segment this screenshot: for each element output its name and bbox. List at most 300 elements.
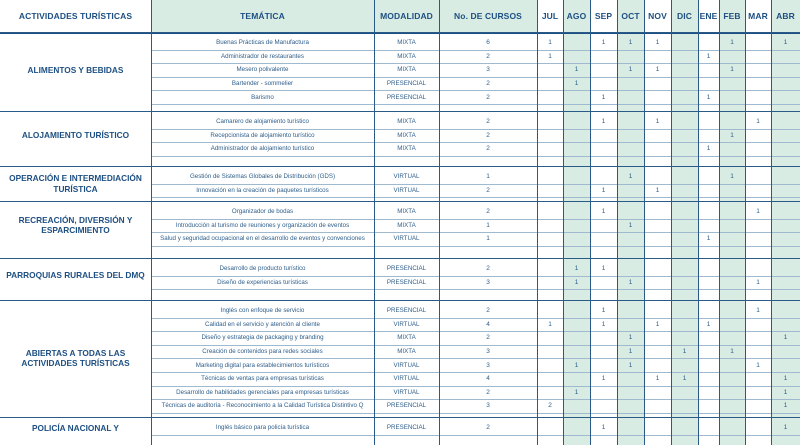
cursos-cell: 2 — [486, 186, 490, 194]
month-cell: 1 — [655, 375, 660, 383]
month-cell — [537, 115, 563, 129]
month-cell — [617, 262, 644, 276]
category-label: OPERACIÓN E INTERMEDIACIÓN TURÍSTICA — [9, 173, 142, 194]
column-divider — [537, 0, 538, 445]
month-cell — [617, 90, 644, 104]
cursos-cell: 2 — [486, 131, 490, 139]
month-cell: 1 — [628, 221, 633, 229]
tematica-cell: Organizador de bodas — [231, 208, 294, 216]
cursos-cell: 2 — [486, 145, 490, 153]
header-month-oct: OCT — [621, 11, 640, 21]
month-cell: 1 — [682, 375, 687, 383]
month-cell — [771, 205, 800, 219]
month-cell — [563, 90, 590, 104]
month-cell — [563, 421, 590, 435]
month-cell: 1 — [783, 375, 788, 383]
cursos-cell: 2 — [486, 388, 490, 396]
month-cell — [644, 358, 671, 372]
month-cell — [671, 142, 698, 156]
month-cell — [719, 184, 745, 198]
month-cell: 1 — [783, 424, 788, 432]
month-cell — [745, 129, 771, 143]
month-cell — [644, 399, 671, 413]
row-divider — [151, 246, 800, 247]
month-cell: 1 — [548, 320, 552, 328]
month-cell: 1 — [601, 424, 606, 432]
month-cell — [644, 129, 671, 143]
column-divider — [374, 0, 375, 445]
month-cell — [771, 219, 800, 233]
month-cell — [745, 184, 771, 198]
cursos-cell: 6 — [486, 39, 490, 47]
month-cell — [537, 304, 563, 318]
month-cell — [617, 304, 644, 318]
category-label: ALIMENTOS Y BEBIDAS — [27, 64, 124, 75]
month-cell — [590, 331, 617, 345]
month-cell — [563, 129, 590, 143]
tematica-cell: Diseño y estrategia de packaging y branding — [201, 334, 324, 342]
month-cell — [644, 276, 671, 290]
month-cell: 1 — [574, 80, 579, 88]
cursos-cell: 2 — [486, 93, 490, 101]
month-cell: 1 — [706, 145, 711, 153]
month-cell — [617, 318, 644, 332]
month-cell — [617, 232, 644, 246]
header-modalidad: MODALIDAD — [380, 11, 433, 21]
cursos-cell: 3 — [486, 361, 490, 369]
tematica-cell: Administrador de restaurantes — [221, 52, 304, 60]
month-cell — [590, 358, 617, 372]
month-cell — [671, 63, 698, 77]
month-cell — [563, 50, 590, 64]
month-cell — [563, 115, 590, 129]
month-cell — [671, 276, 698, 290]
tematica-cell: Administrador de alojamiento turístico — [210, 145, 315, 153]
modalidad-cell: PRESENCIAL — [386, 80, 427, 88]
month-cell — [671, 262, 698, 276]
month-cell — [719, 262, 745, 276]
month-cell — [644, 386, 671, 400]
month-cell — [590, 129, 617, 143]
column-divider — [745, 0, 746, 445]
row-divider — [151, 435, 800, 436]
month-cell — [617, 386, 644, 400]
month-cell: 1 — [628, 66, 633, 74]
tematica-cell: Introducción al turismo de reuniones y organización de eventos — [175, 221, 350, 229]
cursos-cell: 1 — [486, 221, 490, 229]
month-cell — [719, 358, 745, 372]
month-cell — [644, 219, 671, 233]
month-cell — [745, 421, 771, 435]
month-cell — [537, 129, 563, 143]
month-cell — [698, 276, 719, 290]
cursos-cell: 2 — [486, 424, 490, 432]
month-cell — [771, 262, 800, 276]
month-cell: 1 — [574, 361, 579, 369]
tematica-cell: Mesero polivalente — [236, 66, 289, 74]
month-cell — [719, 50, 745, 64]
month-cell — [698, 36, 719, 50]
month-cell — [671, 170, 698, 184]
month-cell — [563, 205, 590, 219]
tematica-cell: Desarrollo de habilidades gerenciales para empresas turísticas — [176, 388, 349, 396]
month-cell: 1 — [574, 66, 579, 74]
month-cell — [563, 345, 590, 359]
month-cell: 1 — [655, 186, 660, 194]
month-cell — [771, 90, 800, 104]
month-cell — [698, 219, 719, 233]
header-month-dic: DIC — [677, 11, 692, 21]
month-cell: 1 — [628, 361, 633, 369]
header-month-nov: NOV — [648, 11, 667, 21]
month-cell: 1 — [655, 118, 660, 126]
month-cell — [537, 142, 563, 156]
month-cell: 1 — [628, 278, 633, 286]
cursos-cell: 3 — [486, 348, 490, 356]
month-cell: 1 — [730, 39, 734, 47]
modalidad-cell: VIRTUAL — [393, 388, 420, 396]
month-cell — [537, 232, 563, 246]
modalidad-cell: PRESENCIAL — [386, 424, 427, 432]
month-cell — [644, 232, 671, 246]
month-cell — [671, 386, 698, 400]
column-divider — [439, 0, 440, 445]
month-cell — [745, 142, 771, 156]
month-cell — [771, 77, 800, 91]
month-cell: 1 — [574, 278, 579, 286]
modalidad-cell: MIXTA — [397, 348, 416, 356]
month-cell — [537, 331, 563, 345]
month-cell — [745, 170, 771, 184]
month-cell — [698, 372, 719, 386]
month-cell — [745, 232, 771, 246]
category-label: RECREACIÓN, DIVERSIÓN Y ESPARCIMIENTO — [18, 215, 133, 236]
tematica-cell: Calidad en el servicio y atención al cliente — [205, 320, 320, 328]
month-cell — [771, 50, 800, 64]
month-cell — [644, 205, 671, 219]
month-cell — [771, 115, 800, 129]
month-cell: 1 — [601, 118, 606, 126]
month-cell — [644, 77, 671, 91]
cursos-cell: 3 — [486, 278, 490, 286]
month-cell — [590, 386, 617, 400]
cursos-cell: 2 — [486, 118, 490, 126]
month-cell — [537, 262, 563, 276]
column-divider — [563, 0, 564, 445]
month-cell — [644, 90, 671, 104]
modalidad-cell: PRESENCIAL — [386, 265, 427, 273]
month-cell — [644, 50, 671, 64]
month-cell — [719, 115, 745, 129]
month-cell — [745, 345, 771, 359]
column-divider — [698, 0, 699, 445]
month-cell — [771, 129, 800, 143]
month-cell: 1 — [601, 93, 606, 101]
month-cell — [537, 63, 563, 77]
modalidad-cell: MIXTA — [397, 39, 416, 47]
month-cell — [698, 262, 719, 276]
column-divider — [590, 0, 591, 445]
month-cell — [537, 77, 563, 91]
month-cell — [719, 372, 745, 386]
month-cell — [771, 232, 800, 246]
modalidad-cell: VIRTUAL — [393, 186, 420, 194]
tematica-cell: Creación de contenidos para redes sociales — [202, 348, 323, 356]
month-cell — [719, 331, 745, 345]
month-cell — [671, 184, 698, 198]
month-cell — [644, 170, 671, 184]
month-cell — [537, 90, 563, 104]
month-cell — [719, 304, 745, 318]
month-cell: 1 — [548, 52, 552, 60]
month-cell — [771, 184, 800, 198]
modalidad-cell: MIXTA — [397, 334, 416, 342]
modalidad-cell: MIXTA — [397, 52, 416, 60]
month-cell — [671, 421, 698, 435]
cursos-cell: 2 — [486, 265, 490, 273]
month-cell — [590, 50, 617, 64]
cursos-cell: 4 — [486, 375, 490, 383]
month-cell: 1 — [574, 388, 579, 396]
month-cell: 1 — [783, 402, 788, 410]
month-cell: 1 — [601, 208, 606, 216]
month-cell — [771, 63, 800, 77]
month-cell — [537, 345, 563, 359]
month-cell: 1 — [730, 66, 734, 74]
month-cell — [698, 399, 719, 413]
month-cell: 1 — [601, 375, 606, 383]
cursos-cell: 3 — [486, 402, 490, 410]
modalidad-cell: PRESENCIAL — [386, 93, 427, 101]
modalidad-cell: MIXTA — [397, 208, 416, 216]
month-cell — [563, 331, 590, 345]
modalidad-cell: VIRTUAL — [393, 173, 420, 181]
month-cell — [671, 36, 698, 50]
month-cell — [745, 50, 771, 64]
month-cell — [745, 399, 771, 413]
modalidad-cell: VIRTUAL — [393, 235, 420, 243]
month-cell — [563, 232, 590, 246]
month-cell — [698, 304, 719, 318]
month-cell — [563, 304, 590, 318]
column-divider — [671, 0, 672, 445]
month-cell: 1 — [601, 320, 606, 328]
month-cell — [719, 205, 745, 219]
row-divider — [151, 289, 800, 290]
month-cell — [771, 276, 800, 290]
modalidad-cell: MIXTA — [397, 118, 416, 126]
category-label: POLICÍA NACIONAL Y — [32, 422, 119, 433]
header-cursos: No. DE CURSOS — [454, 11, 522, 21]
category-label: ALOJAMIENTO TURÍSTICO — [21, 130, 130, 141]
month-cell — [644, 262, 671, 276]
month-cell — [771, 345, 800, 359]
modalidad-cell: PRESENCIAL — [386, 402, 427, 410]
month-cell: 1 — [574, 265, 579, 273]
month-cell — [698, 331, 719, 345]
month-cell — [537, 170, 563, 184]
month-cell: 1 — [548, 39, 552, 47]
month-cell: 1 — [628, 39, 633, 47]
cursos-cell: 3 — [486, 66, 490, 74]
month-cell: 1 — [601, 186, 606, 194]
month-cell — [644, 304, 671, 318]
month-cell: 1 — [706, 235, 711, 243]
month-cell — [617, 129, 644, 143]
month-cell — [719, 142, 745, 156]
column-divider — [617, 0, 618, 445]
month-cell — [671, 115, 698, 129]
header-month-mar: MAR — [748, 11, 768, 21]
month-cell: 1 — [655, 320, 660, 328]
month-cell — [719, 421, 745, 435]
cursos-cell: 1 — [486, 173, 490, 181]
column-divider — [151, 0, 152, 445]
month-cell: 1 — [783, 39, 788, 47]
month-cell — [563, 184, 590, 198]
category-label: PARROQUIAS RURALES DEL DMQ — [6, 270, 145, 281]
tematica-cell: Inglés básico para policía turística — [215, 424, 310, 432]
month-cell — [644, 421, 671, 435]
month-cell — [617, 50, 644, 64]
month-cell — [671, 331, 698, 345]
month-cell — [698, 205, 719, 219]
modalidad-cell: MIXTA — [397, 66, 416, 74]
month-cell — [719, 219, 745, 233]
month-cell — [698, 184, 719, 198]
tematica-cell: Barismo — [251, 93, 274, 101]
month-cell — [671, 50, 698, 64]
month-cell — [745, 318, 771, 332]
category-divider — [0, 258, 800, 259]
month-cell — [671, 358, 698, 372]
category-divider — [0, 32, 800, 33]
column-divider — [719, 0, 720, 445]
header-month-feb: FEB — [723, 11, 741, 21]
month-cell: 2 — [548, 402, 552, 410]
month-cell — [644, 345, 671, 359]
month-cell — [671, 318, 698, 332]
month-cell — [537, 358, 563, 372]
month-cell: 1 — [706, 52, 711, 60]
header-month-sep: SEP — [594, 11, 613, 21]
month-cell — [590, 399, 617, 413]
cursos-cell: 1 — [486, 235, 490, 243]
tematica-cell: Diseño de experiencias turísticas — [217, 278, 308, 286]
cursos-cell: 4 — [486, 320, 490, 328]
month-cell: 1 — [756, 361, 760, 369]
month-cell — [698, 129, 719, 143]
month-cell — [537, 421, 563, 435]
month-cell — [719, 386, 745, 400]
month-cell: 1 — [655, 66, 660, 74]
month-cell: 1 — [783, 388, 788, 396]
cursos-cell: 2 — [486, 208, 490, 216]
category-divider — [0, 166, 800, 167]
month-cell — [537, 219, 563, 233]
month-cell — [719, 77, 745, 91]
month-cell — [745, 90, 771, 104]
month-cell — [671, 304, 698, 318]
month-cell — [671, 399, 698, 413]
category-label: ABIERTAS A TODAS LAS ACTIVIDADES TURÍSTICAS — [21, 348, 130, 369]
month-cell — [698, 170, 719, 184]
header-tematica: TEMÁTICA — [240, 11, 285, 21]
month-cell — [537, 205, 563, 219]
month-cell — [563, 36, 590, 50]
tematica-cell: Gestión de Sistemas Globales de Distribución (GDS) — [189, 173, 336, 181]
modalidad-cell: VIRTUAL — [393, 320, 420, 328]
tematica-cell: Inglés con enfoque de servicio — [220, 307, 305, 315]
header-month-ago: AGO — [566, 11, 587, 21]
month-cell — [563, 142, 590, 156]
month-cell: 1 — [730, 173, 734, 181]
header-month-ene: ENE — [699, 11, 718, 21]
header-month-jul: JUL — [541, 11, 559, 21]
month-cell — [537, 386, 563, 400]
month-cell — [671, 90, 698, 104]
month-cell: 1 — [628, 334, 633, 342]
tematica-cell: Salud y seguridad ocupacional en el desarrollo de eventos y convenciones — [160, 235, 365, 243]
month-cell — [745, 386, 771, 400]
month-cell — [563, 399, 590, 413]
month-cell — [771, 142, 800, 156]
month-cell — [563, 170, 590, 184]
month-cell: 1 — [601, 265, 606, 273]
cursos-cell: 2 — [486, 334, 490, 342]
month-cell — [698, 358, 719, 372]
month-cell: 1 — [730, 131, 734, 139]
month-cell — [698, 63, 719, 77]
tematica-cell: Técnicas de auditoría - Reconocimiento a la Calidad Turística Distintivo Q — [161, 402, 364, 410]
month-cell: 1 — [682, 348, 687, 356]
month-cell — [698, 77, 719, 91]
month-cell — [590, 232, 617, 246]
column-divider — [771, 0, 772, 445]
cursos-cell: 2 — [486, 52, 490, 60]
month-cell — [590, 63, 617, 77]
tematica-cell: Buenas Prácticas de Manufactura — [216, 39, 309, 47]
month-cell — [671, 219, 698, 233]
cursos-cell: 2 — [486, 80, 490, 88]
tematica-cell: Marketing digital para establecimientos turísticos — [195, 361, 330, 369]
month-cell — [771, 318, 800, 332]
modalidad-cell: MIXTA — [397, 145, 416, 153]
row-divider — [151, 413, 800, 414]
modalidad-cell: VIRTUAL — [393, 361, 420, 369]
month-cell: 1 — [628, 348, 633, 356]
month-cell — [590, 77, 617, 91]
month-cell: 1 — [730, 348, 734, 356]
tematica-cell: Bartender - sommelier — [231, 80, 294, 88]
month-cell — [745, 63, 771, 77]
month-cell — [698, 386, 719, 400]
tematica-cell: Innovación en la creación de paquetes turísticos — [196, 186, 329, 194]
month-cell — [671, 77, 698, 91]
month-cell — [671, 205, 698, 219]
month-cell — [537, 372, 563, 386]
row-divider — [151, 104, 800, 105]
modalidad-cell: VIRTUAL — [393, 375, 420, 383]
month-cell — [745, 219, 771, 233]
category-divider — [0, 417, 800, 418]
month-cell — [719, 318, 745, 332]
month-cell — [617, 142, 644, 156]
month-cell: 1 — [756, 208, 760, 216]
cursos-cell: 2 — [486, 307, 490, 315]
month-cell — [698, 115, 719, 129]
month-cell: 1 — [601, 39, 606, 47]
